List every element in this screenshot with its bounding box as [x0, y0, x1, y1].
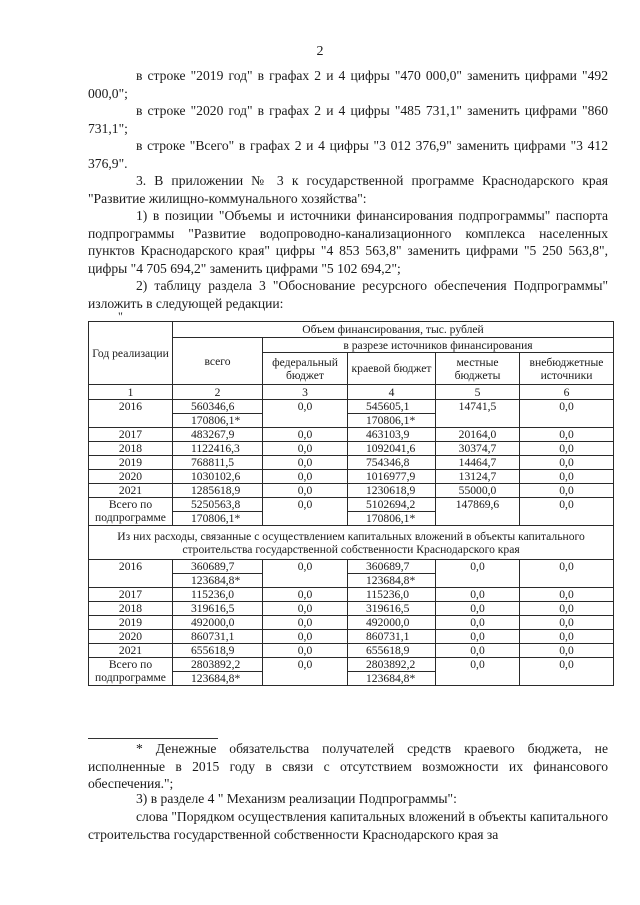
cell-federal: 0,0 [263, 560, 348, 588]
cell-federal: 0,0 [263, 602, 348, 616]
cell-total: 655618,9 [173, 644, 263, 658]
cell-total-carryover: 123684,8* [173, 574, 263, 588]
cell-regional: 1016977,9 [348, 470, 436, 484]
cell-year: 2017 [89, 588, 173, 602]
cell-local: 0,0 [436, 560, 520, 588]
cell-extra: 0,0 [520, 658, 614, 686]
section2-title: Из них расходы, связанные с осуществлением капитальных вложений в объекты капитального строительства государственной собственности Краснодарского края [89, 526, 614, 560]
cell-federal: 0,0 [263, 470, 348, 484]
cell-federal: 0,0 [263, 400, 348, 428]
cell-extra: 0,0 [520, 644, 614, 658]
table-row [89, 630, 614, 644]
cell-extra: 0,0 [520, 442, 614, 456]
cell-regional: 545605,1 [348, 400, 436, 414]
paragraph: 3) в разделе 4 " Механизм реализации Подпрограммы": [136, 791, 457, 806]
cell-local: 0,0 [436, 630, 520, 644]
cell-local: 0,0 [436, 588, 520, 602]
cell-total: 1030102,6 [173, 470, 263, 484]
cell-extra: 0,0 [520, 470, 614, 484]
cell-regional: 5102694,2 [348, 498, 436, 512]
cell-federal: 0,0 [263, 630, 348, 644]
cell-total: 560346,6 [173, 400, 263, 414]
col-number: 4 [348, 385, 436, 400]
cell-regional: 360689,7 [348, 560, 436, 574]
cell-total-carryover: 123684,8* [173, 672, 263, 686]
cell-extra: 0,0 [520, 630, 614, 644]
cell-regional-carryover: 170806,1* [348, 414, 436, 428]
cell-regional: 1230618,9 [348, 484, 436, 498]
cell-federal: 0,0 [263, 442, 348, 456]
cell-extra: 0,0 [520, 400, 614, 428]
paragraph: в строке "2020 год" в графах 2 и 4 цифры "485 731,1" заменить цифрами "860 731,1"; [88, 103, 608, 136]
paragraph: 3. В приложении № 3 к государственной программе Краснодарского края "Развитие жилищно-коммунального хозяйства": [88, 173, 608, 206]
cell-local: 30374,7 [436, 442, 520, 456]
cell-year: 2019 [89, 616, 173, 630]
cell-local: 13124,7 [436, 470, 520, 484]
cell-regional: 754346,8 [348, 456, 436, 470]
cell-extra: 0,0 [520, 602, 614, 616]
cell-regional: 319616,5 [348, 602, 436, 616]
cell-regional: 463103,9 [348, 428, 436, 442]
table-row [89, 484, 614, 498]
col-number: 6 [520, 385, 614, 400]
cell-extra: 0,0 [520, 498, 614, 526]
cell-local: 0,0 [436, 644, 520, 658]
cell-extra: 0,0 [520, 484, 614, 498]
table-row [89, 470, 614, 484]
paragraph: в строке "Всего" в графах 2 и 4 цифры "3 012 376,9" заменить цифрами "3 412 376,9". [88, 138, 608, 171]
cell-extra: 0,0 [520, 588, 614, 602]
table-row [89, 602, 614, 616]
cell-year: 2020 [89, 630, 173, 644]
page-number: 2 [316, 44, 324, 59]
cell-local: 0,0 [436, 658, 520, 686]
cell-regional: 860731,1 [348, 630, 436, 644]
cell-federal: 0,0 [263, 658, 348, 686]
cell-total: 492000,0 [173, 616, 263, 630]
cell-extra: 0,0 [520, 616, 614, 630]
cell-year: 2021 [89, 644, 173, 658]
cell-year: 2016 [89, 400, 173, 428]
header-regional: краевой бюджет [348, 353, 436, 385]
header-volume: Объем финансирования, тыс. рублей [173, 322, 614, 338]
cell-year: 2018 [89, 602, 173, 616]
cell-total-carryover: 170806,1* [173, 512, 263, 526]
cell-federal: 0,0 [263, 644, 348, 658]
cell-regional: 1092041,6 [348, 442, 436, 456]
table-row [89, 588, 614, 602]
cell-year: Всего по подпрограмме [89, 658, 173, 686]
section2-body [89, 560, 614, 686]
cell-regional-carryover: 170806,1* [348, 512, 436, 526]
cell-year: 2020 [89, 470, 173, 484]
cell-total: 483267,9 [173, 428, 263, 442]
cell-local: 55000,0 [436, 484, 520, 498]
header-local: местные бюджеты [436, 353, 520, 385]
cell-total: 860731,1 [173, 630, 263, 644]
cell-regional-carryover: 123684,8* [348, 574, 436, 588]
cell-regional-carryover: 123684,8* [348, 672, 436, 686]
cell-federal: 0,0 [263, 588, 348, 602]
paragraph: в строке "2019 год" в графах 2 и 4 цифры "470 000,0" заменить цифрами "492 000,0"; [88, 68, 608, 101]
table-row [89, 658, 614, 672]
cell-total: 5250563,8 [173, 498, 263, 512]
cell-regional: 655618,9 [348, 644, 436, 658]
paragraph: 1) в позиции "Объемы и источники финансирования подпрограммы" паспорта подпрограммы "Развитие водопроводно-канализационного комплекса населенных пунктов Краснодарского края" цифры "4 853 563,8" заменить цифрами "5 250 563,8", цифры "4 705 694,2" заменить цифрами "5 102 694,2"; [88, 208, 608, 276]
cell-year: Всего по подпрограмме [89, 498, 173, 526]
cell-total: 319616,5 [173, 602, 263, 616]
cell-federal: 0,0 [263, 484, 348, 498]
opening-quote: " [118, 309, 123, 323]
col-number: 2 [173, 385, 263, 400]
header-by-sources: в разрезе источников финансирования [263, 338, 614, 353]
cell-year: 2018 [89, 442, 173, 456]
cell-year: 2019 [89, 456, 173, 470]
section1-body [89, 400, 614, 526]
cell-total: 768811,5 [173, 456, 263, 470]
cell-total: 1122416,3 [173, 442, 263, 456]
paragraph: 2) таблицу раздела 3 "Обоснование ресурсного обеспечения Подпрограммы" изложить в следующей редакции: [88, 278, 608, 311]
table-row [89, 498, 614, 512]
table-row [89, 560, 614, 574]
cell-extra: 0,0 [520, 560, 614, 588]
cell-total: 1285618,9 [173, 484, 263, 498]
table-row [89, 442, 614, 456]
cell-total: 2803892,2 [173, 658, 263, 672]
col-number: 3 [263, 385, 348, 400]
cell-regional: 115236,0 [348, 588, 436, 602]
cell-federal: 0,0 [263, 428, 348, 442]
table-row [89, 616, 614, 630]
cell-total: 360689,7 [173, 560, 263, 574]
cell-regional: 2803892,2 [348, 658, 436, 672]
cell-year: 2017 [89, 428, 173, 442]
resource-table [88, 321, 614, 686]
cell-local: 14741,5 [436, 400, 520, 428]
cell-year: 2016 [89, 560, 173, 588]
cell-local: 20164,0 [436, 428, 520, 442]
table-row [89, 428, 614, 442]
header-federal: федеральный бюджет [263, 353, 348, 385]
footnote-divider [88, 738, 218, 739]
cell-total: 115236,0 [173, 588, 263, 602]
paragraph: слова "Порядком осуществления капитальных вложений в объекты капитального строительства государственной собственности Краснодарского края за [88, 809, 608, 842]
header-year: Год реализации [89, 322, 173, 385]
cell-local: 0,0 [436, 602, 520, 616]
cell-local: 0,0 [436, 616, 520, 630]
table-row [89, 400, 614, 414]
header-extra: внебюджетные источники [520, 353, 614, 385]
col-number: 1 [89, 385, 173, 400]
cell-total-carryover: 170806,1* [173, 414, 263, 428]
footnote: * Денежные обязательства получателей средств краевого бюджета, не исполненные в 2015 году в связи с отсутствием возможности их финансового обеспечения."; [88, 741, 608, 791]
cell-federal: 0,0 [263, 616, 348, 630]
header-total: всего [173, 338, 263, 385]
cell-regional: 492000,0 [348, 616, 436, 630]
cell-local: 147869,6 [436, 498, 520, 526]
cell-extra: 0,0 [520, 456, 614, 470]
cell-year: 2021 [89, 484, 173, 498]
cell-federal: 0,0 [263, 498, 348, 526]
table-row [89, 644, 614, 658]
cell-extra: 0,0 [520, 428, 614, 442]
cell-federal: 0,0 [263, 456, 348, 470]
cell-local: 14464,7 [436, 456, 520, 470]
table-row [89, 456, 614, 470]
col-number: 5 [436, 385, 520, 400]
